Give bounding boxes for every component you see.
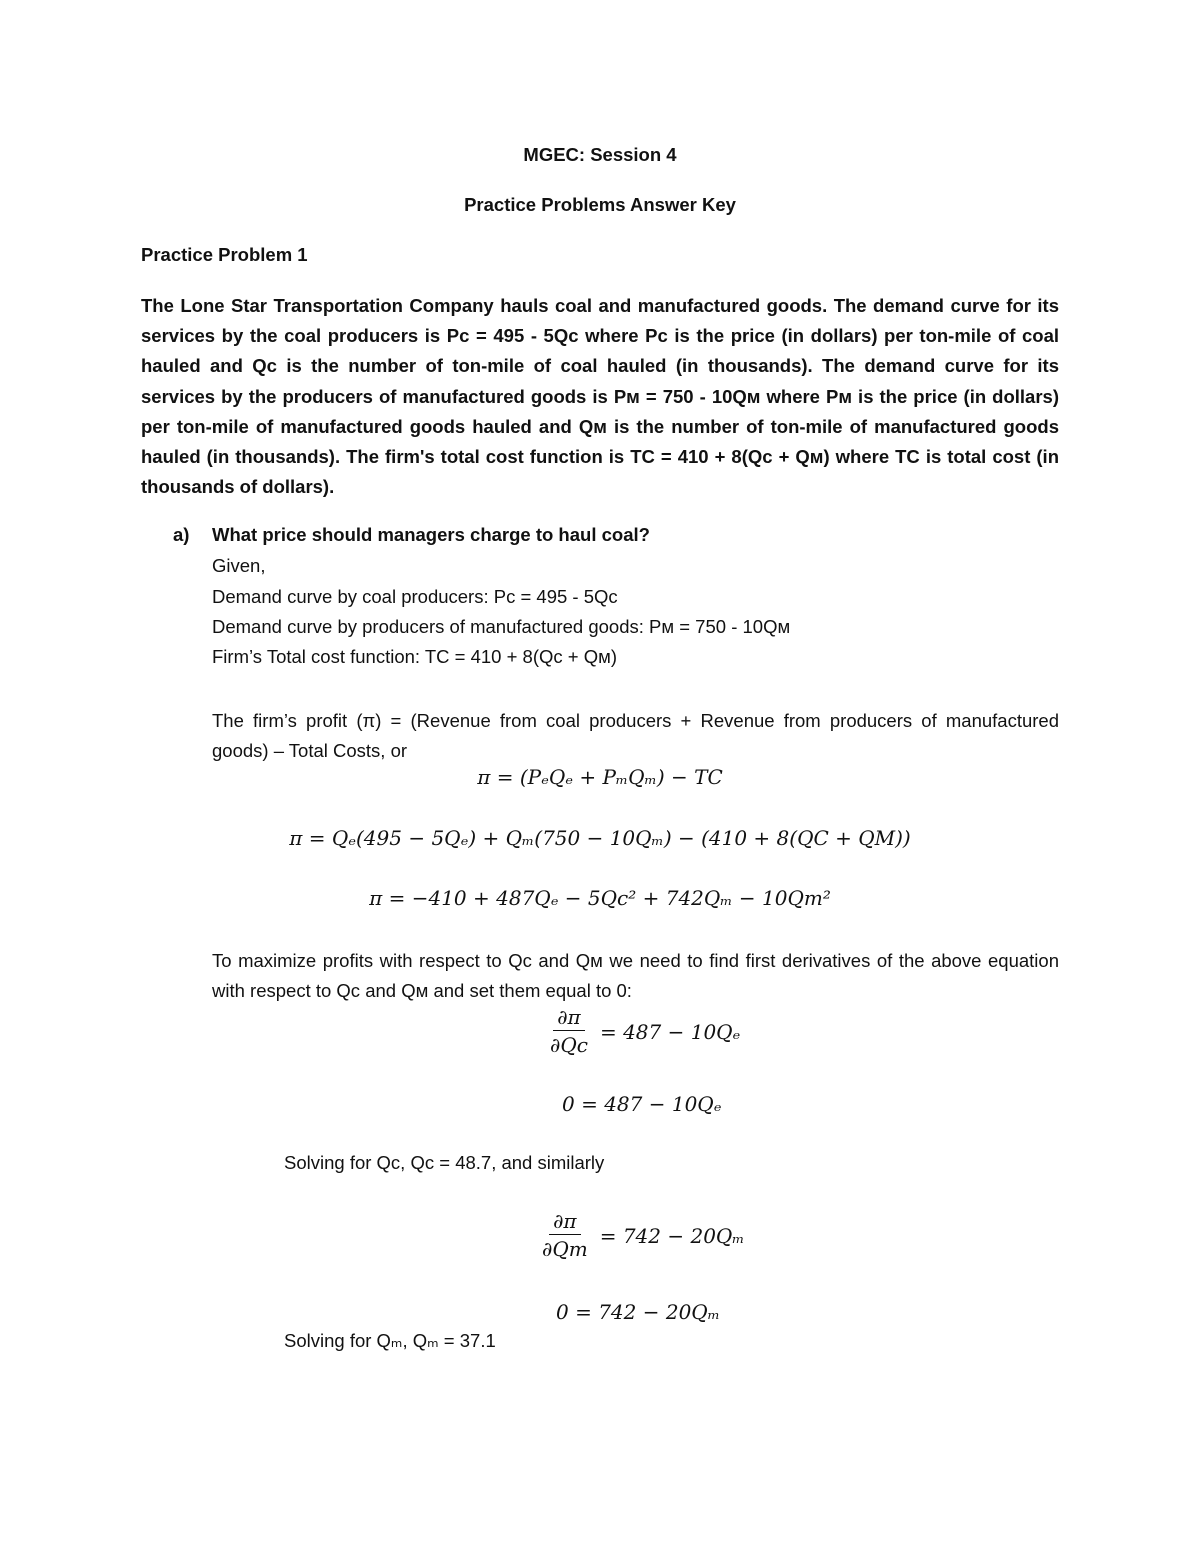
document-title: MGEC: Session 4 [523, 144, 677, 165]
given-label: Given, [212, 555, 266, 576]
profit-equation-3: π = −410 + 487Qₑ − 5Qc² + 742Qₘ − 10Qm² [369, 886, 831, 910]
profit-equation-1: π = (PₑQₑ + PₘQₘ) − TC [477, 765, 723, 789]
problem-heading: Practice Problem 1 [141, 244, 308, 265]
derivative-manufactured-rhs: = 742 − 20Qₘ [599, 1223, 745, 1248]
maximize-explanation: To maximize profits with respect to Qᴄ and Qᴍ we need to find first derivatives of the above equation with respect to Qᴄ and Qᴍ and set them equal to 0: [212, 950, 1059, 1002]
demand-coal-line: Demand curve by coal producers: Pᴄ = 495 - 5Qᴄ [212, 586, 618, 607]
fraction-denominator: ∂Qc [550, 1033, 588, 1057]
zero-manufactured-equation: 0 = 742 − 20Qₘ [556, 1300, 720, 1324]
demand-manufactured-line: Demand curve by producers of manufactured goods: Pᴍ = 750 - 10Qᴍ [212, 616, 791, 637]
part-a-label: a) [173, 524, 190, 545]
fraction-numerator: ∂π [549, 1208, 581, 1235]
part-a-question: What price should managers charge to haul coal? [212, 524, 650, 545]
profit-equation-2: π = Qₑ(495 − 5Qₑ) + Qₘ(750 − 10Qₘ) − (410 + 8(QC + QM)) [289, 826, 911, 850]
solve-manufactured-line: Solving for Qₘ, Qₘ = 37.1 [284, 1330, 496, 1351]
derivative-coal-fraction [546, 1004, 592, 1059]
document-subtitle: Practice Problems Answer Key [464, 194, 736, 215]
derivative-coal-rhs: = 487 − 10Qₑ [599, 1019, 741, 1044]
derivative-coal-equation [546, 1004, 740, 1059]
cost-function-line: Firm’s Total cost function: TC = 410 + 8(Qᴄ + Qᴍ) [212, 646, 617, 667]
profit-definition: The firm’s profit (π) = (Revenue from coal producers + Revenue from producers of manufactured goods) – Total Costs, or [212, 710, 1059, 762]
derivative-manufactured-fraction [538, 1208, 592, 1263]
problem-statement: The Lone Star Transportation Company hauls coal and manufactured goods. The demand curve for its services by the coal producers is Pᴄ = 495 - 5Qᴄ where Pᴄ is the price (in dollars) per ton-mile of coal hauled and Qᴄ is the number of ton-mile of coal hauled (in thousands). The demand curve for its services by the producers of manufactured goods is Pᴍ = 750 - 10Qᴍ where Pᴍ is the price (in dollars) per ton-mile of manufactured goods hauled and Qᴍ is the number of ton-mile of manufactured goods hauled (in thousands). The firm's total cost function is TC = 410 + 8(Qᴄ + Qᴍ) where TC is total cost (in thousands of dollars). [141, 295, 1059, 498]
zero-coal-equation: 0 = 487 − 10Qₑ [562, 1092, 722, 1116]
derivative-manufactured-equation [538, 1208, 745, 1263]
fraction-numerator: ∂π [553, 1004, 585, 1031]
fraction-denominator: ∂Qm [542, 1237, 588, 1261]
solve-coal-line: Solving for Qᴄ, Qᴄ = 48.7, and similarly [284, 1152, 605, 1173]
